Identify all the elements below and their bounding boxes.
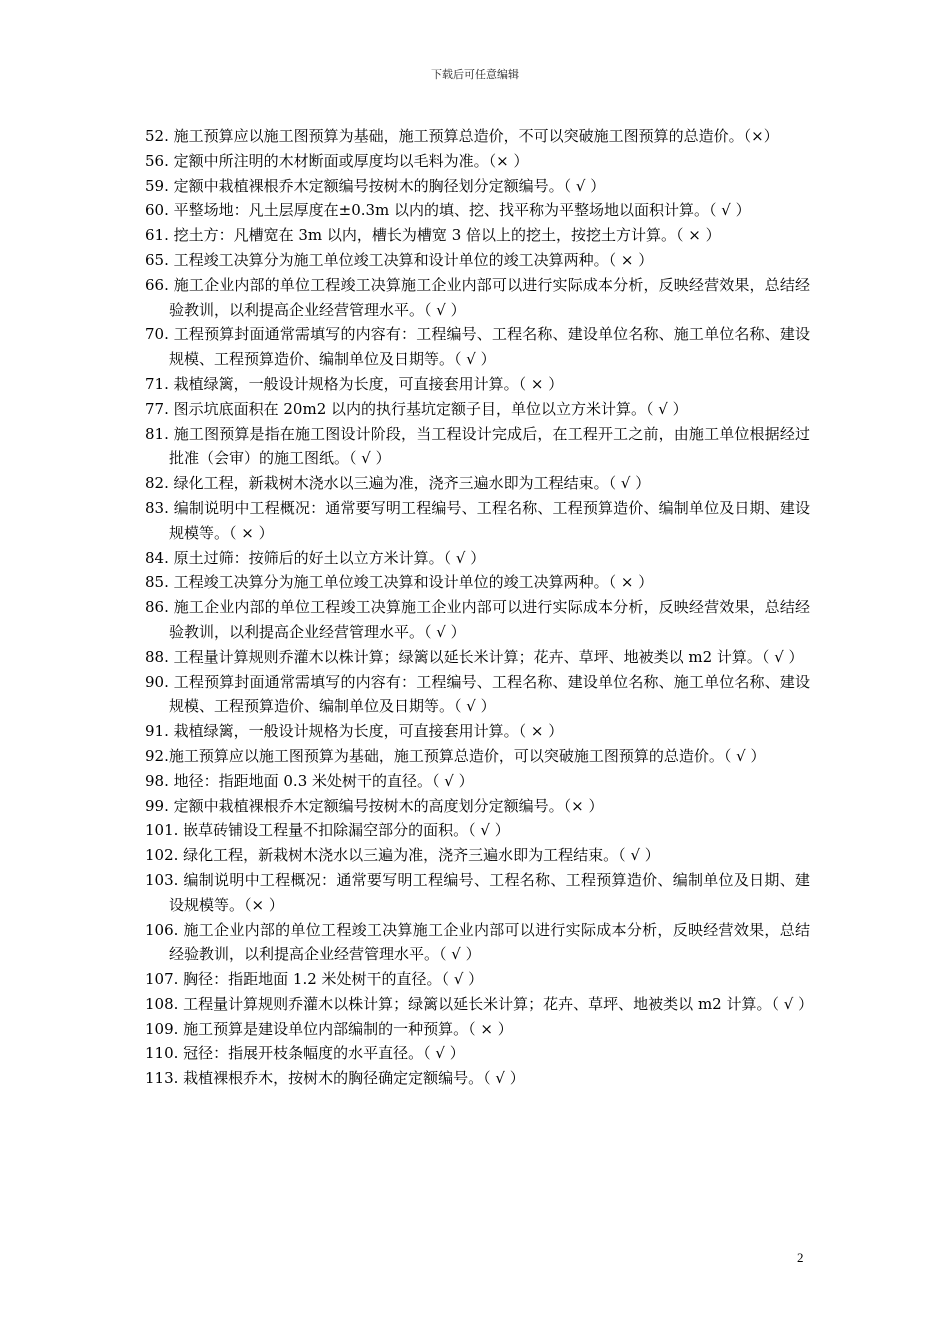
list-item: 71. 栽植绿篱，一般设计规格为长度，可直接套用计算。（ × ）	[145, 374, 564, 393]
question-list	[145, 124, 814, 1091]
list-item: 103. 编制说明中工程概况：通常要写明工程编号、工程名称、工程预算造价、编制单位及日期、建设规模等。（× ）	[145, 870, 810, 914]
list-item: 110. 冠径：指展开枝条幅度的水平直径。（ √ ）	[145, 1044, 465, 1063]
list-item: 101. 嵌草砖铺设工程量不扣除漏空部分的面积。（ √ ）	[145, 821, 510, 840]
list-item: 86. 施工企业内部的单位工程竣工决算施工企业内部可以进行实际成本分析，反映经营效果，总结经验教训，以利提高企业经营管理水平。（ √ ）	[145, 598, 810, 641]
list-item: 81. 施工图预算是指在施工图设计阶段，当工程设计完成后，在工程开工之前，由施工单位根据经过批准（会审）的施工图纸。（ √ ）	[145, 424, 810, 468]
list-item: 56. 定额中所注明的木材断面或厚度均以毛料为准。（× ）	[145, 151, 529, 170]
list-item: 88. 工程量计算规则乔灌木以株计算；绿篱以延长米计算；花卉、草坪、地被类以 m2 计算。（ √ ）	[145, 647, 804, 666]
page-number: 2	[797, 1250, 804, 1265]
list-item: 98. 地径：指距地面 0.3 米处树干的直径。（ √ ）	[145, 771, 474, 790]
list-item: 84. 原土过筛：按筛后的好土以立方米计算。（ √ ）	[145, 548, 486, 567]
list-item: 91. 栽植绿篱，一般设计规格为长度，可直接套用计算。（ × ）	[145, 722, 564, 741]
list-item: 92.施工预算应以施工图预算为基础，施工预算总造价，可以突破施工图预算的总造价。（ √ ）	[145, 746, 766, 765]
list-item: 82. 绿化工程，新栽树木浇水以三遍为准，浇齐三遍水即为工程结束。（ √ ）	[145, 474, 651, 493]
list-item: 109. 施工预算是建设单位内部编制的一种预算。（ × ）	[145, 1019, 513, 1038]
list-item: 108. 工程量计算规则乔灌木以株计算；绿篱以延长米计算；花卉、草坪、地被类以 m2 计算。（ √ ）	[145, 994, 814, 1013]
list-item: 61. 挖土方：凡槽宽在 3m 以内，槽长为槽宽 3 倍以上的挖土，按挖土方计算。（ × ）	[145, 226, 721, 245]
list-item: 102. 绿化工程，新栽树木浇水以三遍为准，浇齐三遍水即为工程结束。（ √ ）	[145, 846, 660, 865]
list-item: 66. 施工企业内部的单位工程竣工决算施工企业内部可以进行实际成本分析，反映经营效果，总结经验教训，以利提高企业经营管理水平。（ √ ）	[145, 275, 810, 319]
list-item: 52. 施工预算应以施工图预算为基础，施工预算总造价，不可以突破施工图预算的总造价。（×）	[145, 127, 779, 145]
list-item: 113. 栽植裸根乔木，按树木的胸径确定定额编号。（ √ ）	[145, 1069, 525, 1088]
list-item: 107. 胸径：指距地面 1.2 米处树干的直径。（ √ ）	[145, 970, 484, 989]
page-header: 下载后可任意编辑	[431, 68, 519, 81]
list-item: 65. 工程竣工决算分为施工单位竣工决算和设计单位的竣工决算两种。（ × ）	[145, 250, 654, 269]
list-item: 70. 工程预算封面通常需填写的内容有：工程编号、工程名称、建设单位名称、施工单位名称、建设规模、工程预算造价、编制单位及日期等。（ √ ）	[145, 325, 810, 369]
list-item: 59. 定额中栽植裸根乔木定额编号按树木的胸径划分定额编号。（ √ ）	[145, 176, 606, 195]
list-item: 77. 图示坑底面积在 20m2 以内的执行基坑定额子目，单位以立方米计算。（ √ ）	[145, 399, 688, 418]
list-item: 106. 施工企业内部的单位工程竣工决算施工企业内部可以进行实际成本分析，反映经营效果，总结经验教训，以利提高企业经营管理水平。（ √ ）	[145, 920, 810, 964]
list-item: 99. 定额中栽植裸根乔木定额编号按树木的高度划分定额编号。（× ）	[145, 796, 604, 815]
list-item: 60. 平整场地：凡土层厚度在±0.3m 以内的填、挖、找平称为平整场地以面积计算。（ √ ）	[145, 201, 751, 220]
list-item: 85. 工程竣工决算分为施工单位竣工决算和设计单位的竣工决算两种。（ × ）	[145, 573, 654, 592]
list-item: 90. 工程预算封面通常需填写的内容有：工程编号、工程名称、建设单位名称、施工单位名称、建设规模、工程预算造价、编制单位及日期等。（ √ ）	[145, 672, 810, 716]
list-item: 83. 编制说明中工程概况：通常要写明工程编号、工程名称、工程预算造价、编制单位及日期、建设规模等。（ × ）	[145, 498, 810, 542]
